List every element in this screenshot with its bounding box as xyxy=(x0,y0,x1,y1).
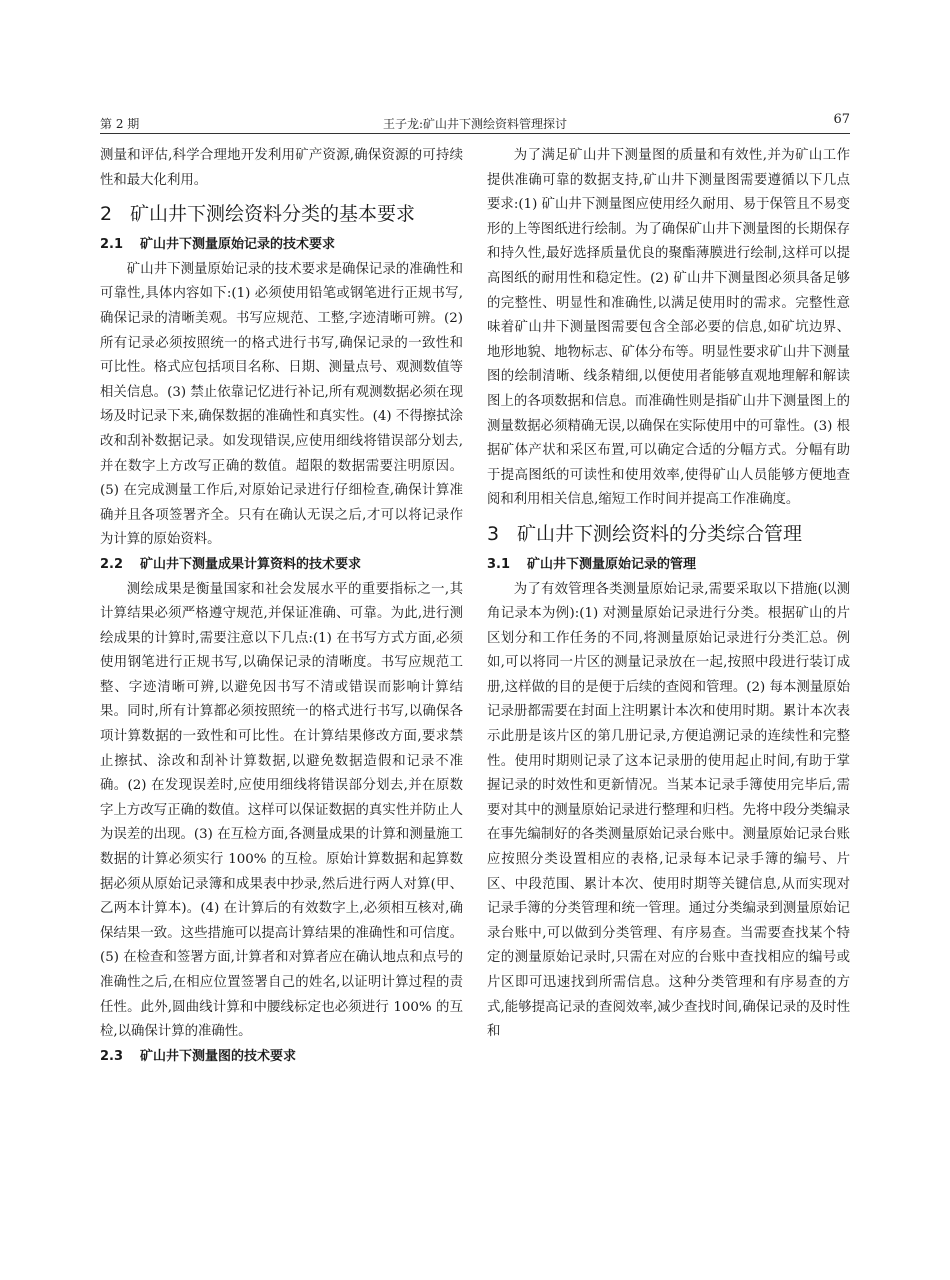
subsection-number: 2.2 xyxy=(100,556,124,572)
right-column xyxy=(487,144,850,1244)
subsection-title: 矿山井下测量原始记录的技术要求 xyxy=(140,237,336,253)
subsection-heading xyxy=(100,233,463,258)
issue-number: 第 2 期 xyxy=(100,117,140,131)
running-title: 王子龙:矿山井下测绘资料管理探讨 xyxy=(382,117,568,131)
subsection-heading xyxy=(100,1045,463,1070)
section-number: 3 xyxy=(487,522,500,545)
subsection-title: 矿山井下测量成果计算资料的技术要求 xyxy=(140,556,362,572)
running-header xyxy=(100,112,850,134)
subsection-title: 矿山井下测量图的技术要求 xyxy=(140,1048,297,1064)
subsection-heading xyxy=(100,553,463,578)
subsection-number: 2.1 xyxy=(100,237,124,253)
section-title: 矿山井下测绘资料的分类综合管理 xyxy=(517,522,803,545)
subsection-number: 3.1 xyxy=(487,556,511,572)
section-title: 矿山井下测绘资料分类的基本要求 xyxy=(130,203,416,226)
section-number: 2 xyxy=(100,203,113,226)
subsection-number: 2.3 xyxy=(100,1048,124,1064)
paragraph: 为了满足矿山井下测量图的质量和有效性,并为矿山工作提供准确可靠的数据支持,矿山井下测量图需要遵循以下几点要求:(1) 矿山井下测量图应使用经久耐用、易于保管且不易变形的上等图纸进行绘制。为了确保矿山井下测量图的长期保存和持久性,最好选择质量优良的聚酯薄膜进行绘制,这样可以提高图纸的耐用性和稳定性。(2) 矿山井下测量图必须具备足够的完整性、明显性和准确性,以满足使用时的需求。完整性意味着矿山井下测量图需要包含全部必要的信息,如矿坑边界、地形地貌、地物标志、矿体分布等。明显性要求矿山井下测量图的绘制清晰、线条精细,以便使用者能够直观地理解和解读图上的各项数据和信息。而准确性则是指矿山井下测量图上的测量数据必须精确无误,以确保在实际使用中的可靠性。(3) 根据矿体产状和采区布置,可以确定合适的分幅方式。分幅有助于提高图纸的可读性和使用效率,使得矿山人员能够方便地查阅和利用相关信息,缩短工作时间并提高工作准确度。 xyxy=(487,148,850,508)
paragraph: 矿山井下测量原始记录的技术要求是确保记录的准确性和可靠性,具体内容如下:(1) 必须使用铅笔或钢笔进行正规书写,确保记录的清晰美观。书写应规范、工整,字迹清晰可辨。(2) 所有记录必须按照统一的格式进行书写,确保记录的一致性和可比性。格式应包括项目名称、日期、测量点号、观测数值等相关信息。(3) 禁止依靠记忆进行补记,所有观测数据必须在现场及时记录下来,确保数据的准确性和真实性。(4) 不得擦拭涂改和刮补数据记录。如发现错误,应使用细线将错误部分划去,并在数字上方改写正确的数值。超限的数据需要注明原因。(5) 在完成测量工作后,对原始记录进行仔细检查,确保计算准确并且各项签署齐全。只有在确认无误之后,才可以将记录作为计算的原始资料。 xyxy=(100,261,463,548)
page-number: 67 xyxy=(833,112,850,127)
paragraph: 测绘成果是衡量国家和社会发展水平的重要指标之一,其计算结果必须严格遵守规范,并保证准确、可靠。为此,进行测绘成果的计算时,需要注意以下几点:(1) 在书写方式方面,必须使用钢笔进行正规书写,以确保记录的清晰度。书写应规范工整、字迹清晰可辨,以避免因书写不清或错误而影响计算结果。同时,所有计算都必须按照统一的格式进行书写,以确保各项计算数据的一致性和可比性。在计算结果修改方面,要求禁止擦拭、涂改和刮补计算数据,以避免数据造假和记录不准确。(2) 在发现误差时,应使用细线将错误部分划去,并在原数字上方改写正确的数值。这样可以保证数据的真实性并防止人为误差的出现。(3) 在互检方面,各测量成果的计算和测量施工数据的计算必须实行 100% 的互检。原始计算数据和起算数据必须从原始记录簿和成果表中抄录,然后进行两人对算(甲、乙两本计算本)。(4) 在计算后的有效数字上,必须相互核对,确保结果一致。这些措施可以提高计算结果的准确性和可信度。(5) 在检查和签署方面,计算者和对算者应在确认地点和点号的准确性之后,在相应位置签署自己的姓名,以证明计算过程的责任性。此外,圆曲线计算和中腰线标定也必须进行 100% 的互检,以确保计算的准确性。 xyxy=(100,581,463,1040)
header-rule xyxy=(100,133,850,134)
section-heading xyxy=(487,519,850,549)
section-heading xyxy=(100,199,463,229)
left-column xyxy=(100,144,463,1244)
subsection-heading xyxy=(487,553,850,578)
paragraph: 为了有效管理各类测量原始记录,需要采取以下措施(以测角记录本为例):(1) 对测量原始记录进行分类。根据矿山的片区划分和工作任务的不同,将测量原始记录进行分类汇总。例如,可以将同一片区的测量记录放在一起,按照中段进行装订成册,这样做的目的是便于后续的查阅和管理。(2) 每本测量原始记录册都需要在封面上注明累计本次和使用时期。累计本次表示此册是该片区的第几册记录,方便追溯记录的连续性和完整性。使用时期则记录了这本记录册的使用起止时间,有助于掌握记录的时效性和更新情况。当某本记录手簿使用完毕后,需要对其中的测量原始记录进行整理和归档。先将中段分类编录在事先编制好的各类测量原始记录台账中。测量原始记录台账应按照分类设置相应的表格,记录每本记录手簿的编号、片区、中段范围、累计本次、使用时期等关键信息,从而实现对记录手簿的分类管理和统一管理。通过分类编录到测量原始记录台账中,可以做到分类管理、有序易查。当需要查找某个特定的测量原始记录时,只需在对应的台账中查找相应的编号或片区即可迅速找到所需信息。这种分类管理和有序易查的方式,能够提高记录的查阅效率,减少查找时间,确保记录的及时性和 xyxy=(487,581,850,1040)
paragraph: 测量和评估,科学合理地开发利用矿产资源,确保资源的可持续性和最大化利用。 xyxy=(100,148,463,188)
subsection-title: 矿山井下测量原始记录的管理 xyxy=(527,556,697,572)
